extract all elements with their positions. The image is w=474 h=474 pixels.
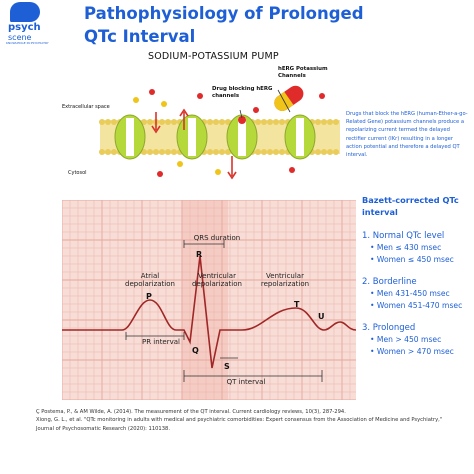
u-wave-label: U [318,312,325,321]
bazett-title: Bazett-corrected QTc interval [362,195,459,217]
psychscene-logo [2,2,58,46]
bazett-panel [362,194,472,358]
normal-women: • Women ≤ 450 msec [362,254,472,266]
ventricular-repolarization-label: Ventricular repolarization [260,272,310,288]
cytosol-label: Cytosol [68,170,87,176]
speech-bubble-icon [10,2,40,22]
herg-explanation: Drugs that block the hERG (human-Ether-a-go-Related Gene) potassium channels produce a repolarizing current termed the delayed rectifier current (IKr) resulting in a longer action potential and therefore a delayed QT interval. [346,111,468,159]
prolonged-heading: 3. Prolonged [362,323,416,333]
r-wave-label: R [196,250,203,259]
q-wave-label: Q [192,346,199,355]
reference-2: Xiong, G. L., et al. "QTc monitoring in adults with medical and psychiatric comorbidities: Expert consensus from the Association of Medicine and Psychiatry," Journal of Psychosomatic Research (2020): 110138. [36,417,443,432]
herg-channel [285,115,315,159]
reference-1: Ç Postema, P., & AM Wilde, A. (2014). The measurement of the QT interval. Current cardiology reviews, 10(3), 287-294. [36,409,346,415]
ion-channel-1 [115,115,145,159]
prolonged-women: • Women > 470 msec [362,346,472,358]
qt-interval-label: QT interval [226,378,266,386]
s-wave-label: S [224,362,230,371]
qrs-duration-label: QRS duration [193,234,241,242]
atrial-depolarization-label: Atrial depolarization [125,272,175,288]
herg-channels-label: hERG Potassium Channels [278,66,328,79]
t-wave-label: T [294,300,300,309]
references [36,408,446,433]
borderline-women: • Women 451-470 msec [362,300,472,312]
page-title: Pathophysiology of Prolonged QTc Interval [84,4,364,46]
normal-men: • Men ≤ 430 msec [362,242,472,254]
pump-heading: SODIUM-POTASSIUM PUMP [148,51,279,62]
logo-name: psych [8,22,41,33]
ion-channel-2 [177,115,207,159]
ventricular-depolarization-label: Ventricular depolarization [192,272,242,288]
ecg-diagram [62,200,356,400]
pr-interval-label: PR interval [142,338,180,346]
drug-blocking-label: Drug blocking hERG channels [212,86,273,99]
normal-heading: 1. Normal QTc level [362,231,445,241]
herg-channel-blocked [227,115,257,159]
extracellular-label: Extracellular space [62,104,110,110]
logo-scene: scene [8,33,32,42]
p-wave-label: P [146,292,152,301]
borderline-men: • Men 431-450 msec [362,288,472,300]
prolonged-men: • Men > 450 msec [362,334,472,346]
borderline-heading: 2. Borderline [362,277,417,287]
logo-tagline: KNOWLEDGE IN PSYCHIATRY [6,41,49,45]
